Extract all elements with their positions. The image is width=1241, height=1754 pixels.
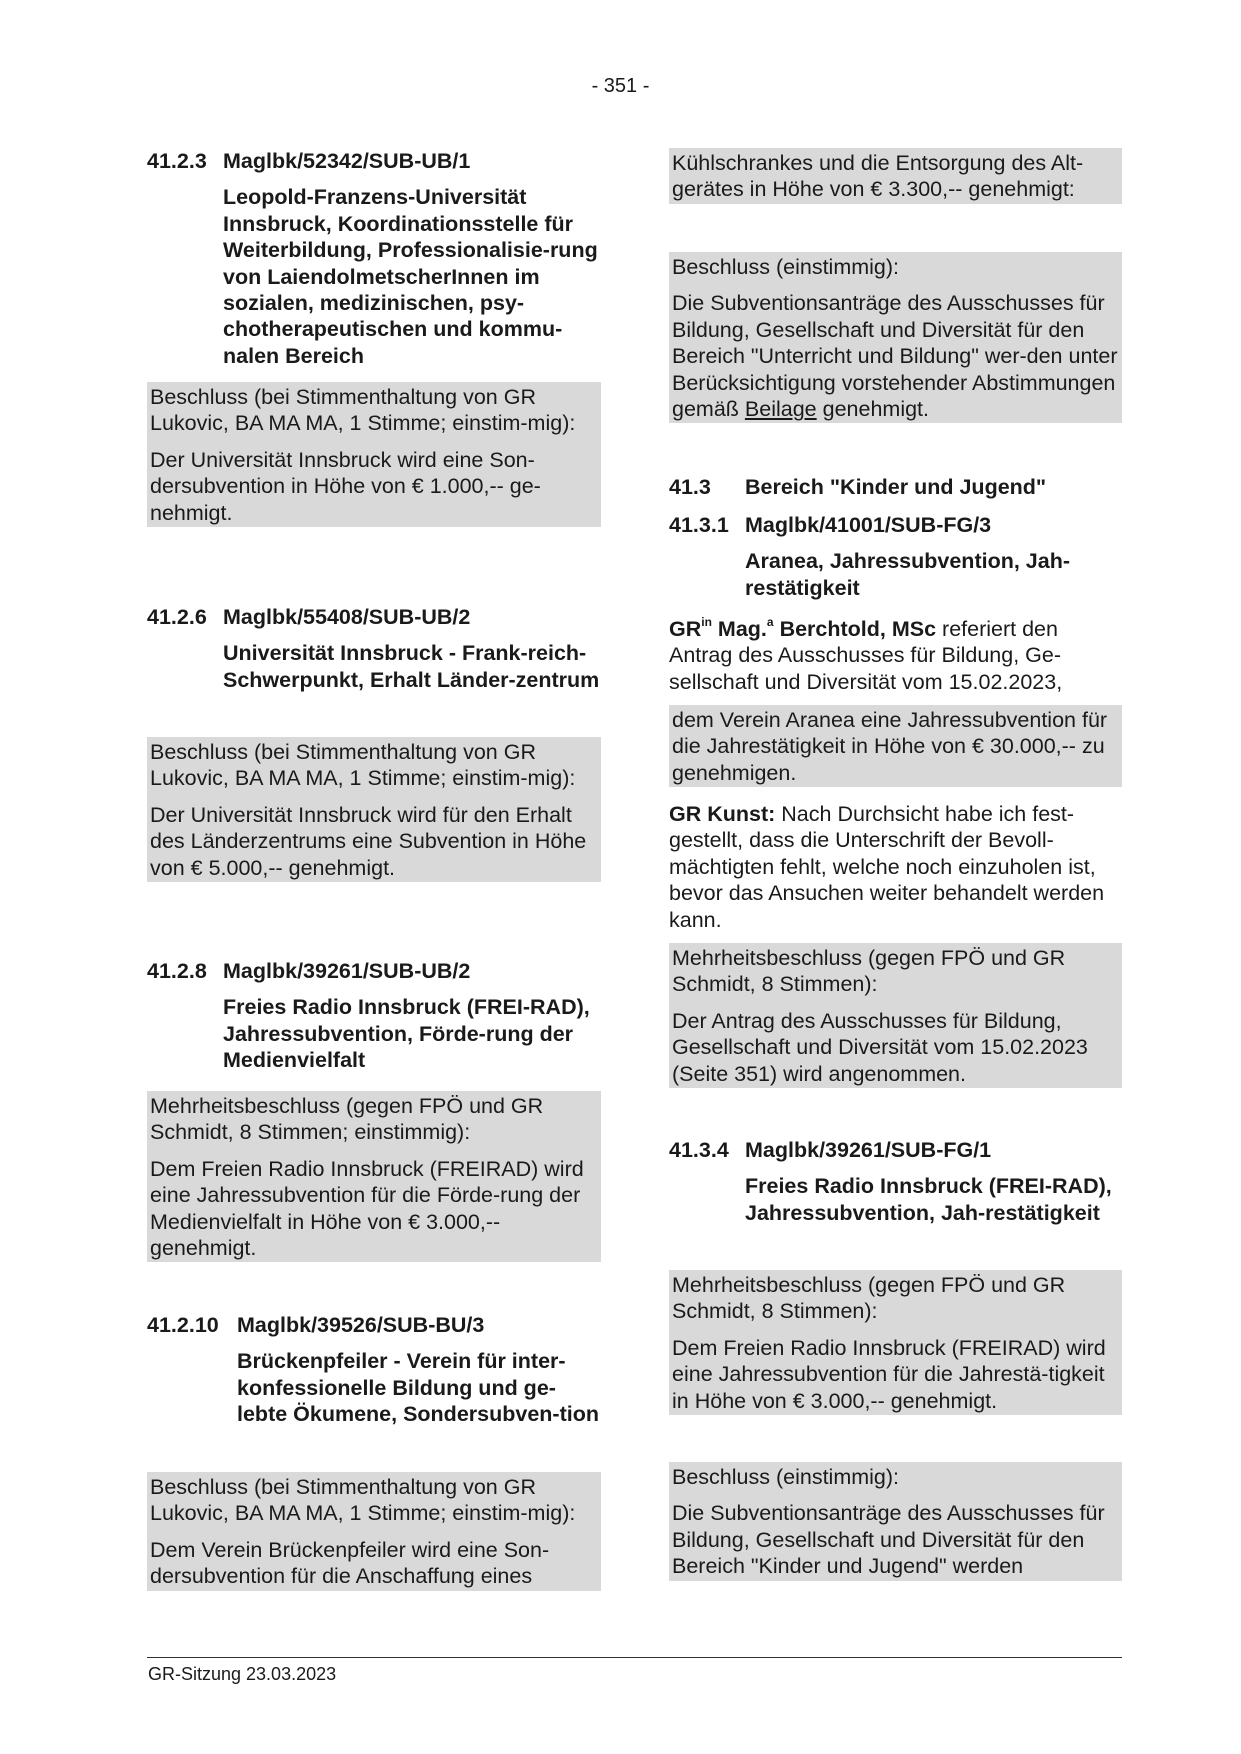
item-code: Maglbk/39261/SUB-UB/2: [223, 959, 471, 983]
resolution-box: [147, 737, 601, 882]
page-number: - 351 -: [591, 75, 650, 97]
resolution-box: [669, 943, 1122, 1088]
section-title: Bereich "Kinder und Jugend": [745, 475, 1047, 499]
item-heading: [147, 148, 601, 174]
item-code: Maglbk/39526/SUB-BU/3: [237, 1313, 485, 1337]
resolution-box: [147, 1472, 601, 1591]
resolution-type: Beschluss (bei Stimmenthaltung von GR Lukovic, BA MA MA, 1 Stimme; einstim-mig):: [150, 740, 576, 791]
resolution-text: Die Subventionsanträge des Ausschusses für Bildung, Gesellschaft und Diversität für den Bereich "Kinder und Jugend" werden: [672, 1501, 1105, 1579]
remark: [669, 801, 1122, 933]
section-number: 41.3: [669, 475, 711, 499]
resolution-type: Mehrheitsbeschluss (gegen FPÖ und GR Schmidt, 8 Stimmen; einstimmig):: [150, 1094, 544, 1145]
section-41-3: [669, 474, 1122, 500]
item-number: 41.2.10: [147, 1313, 219, 1337]
item-heading: [147, 604, 601, 630]
item-41-3-1: [669, 512, 1122, 601]
report-text: referiert den Antrag des Ausschusses für Bildung, Ge-sellschaft und Diversität vom 15.02.2023,: [669, 617, 1063, 694]
continuation-text: Kühlschrankes und die Entsorgung des Alt-gerätes in Höhe von € 3.300,-- genehmigt:: [672, 151, 1084, 202]
item-subject: Brückenpfeiler - Verein für inter-konfessionelle Bildung und ge-lebte Ökumene, Sondersubven-tion: [237, 1349, 599, 1427]
resolution-text: Der Universität Innsbruck wird eine Son-dersubvention in Höhe von € 1.000,-- ge-nehmigt.: [150, 447, 541, 525]
remark-text: Nach Durchsicht habe ich fest-gestellt, dass die Unterschrift der Bevoll-mächtigten fehlt, welche noch einzuholen ist, bevor das Ansuchen weiter behandelt werden kann.: [669, 802, 1105, 932]
resolution-box: [669, 1270, 1122, 1415]
continuation-box: [669, 148, 1122, 204]
speaker-name: $GR^{in}$ Mag.$^a$ Berchtold, MSc: [669, 614, 937, 641]
item-heading: [669, 1137, 1122, 1163]
resolution-type: Beschluss (einstimmig):: [672, 255, 899, 279]
resolution-type: Beschluss (einstimmig):: [672, 1465, 899, 1489]
item-subject: Aranea, Jahressubvention, Jah-restätigkeit: [745, 549, 1070, 600]
item-code: Maglbk/55408/SUB-UB/2: [223, 605, 471, 629]
item-number: 41.3.4: [669, 1138, 729, 1162]
resolution-type: Mehrheitsbeschluss (gegen FPÖ und GR Schmidt, 8 Stimmen):: [672, 1273, 1066, 1324]
motion-box: [669, 705, 1122, 787]
speaker-report: [669, 616, 1122, 695]
item-heading: [669, 512, 1122, 538]
resolution-text: Die Subventionsanträge des Ausschusses für Bildung, Gesellschaft und Diversität für den Bereich "Unterricht und Bildung" wer-den unter Berücksichtigung vorstehender Abstimmungen gemäß Beilage genehmigt.: [672, 291, 1118, 422]
item-code: Maglbk/39261/SUB-FG/1: [745, 1138, 992, 1162]
item-41-2-8: [147, 958, 601, 1074]
item-41-2-10: [147, 1312, 601, 1428]
item-number: 41.2.8: [147, 959, 207, 983]
item-heading: [147, 1312, 601, 1338]
summary-resolution-box: [669, 1462, 1122, 1581]
footer-rule: [147, 1657, 1122, 1658]
motion-text: dem Verein Aranea eine Jahressubvention für die Jahrestätigkeit in Höhe von € 30.000,-- zu genehmigen.: [672, 708, 1108, 785]
item-code: Maglbk/52342/SUB-UB/1: [223, 149, 471, 173]
resolution-text: Dem Freien Radio Innsbruck (FREIRAD) wird eine Jahressubvention für die Jahrestä-tigkeit in Höhe von € 3.000,-- genehmigt.: [672, 1335, 1106, 1413]
item-number: 41.3.1: [669, 513, 729, 537]
summary-resolution-box: [669, 252, 1122, 423]
resolution-text: Dem Freien Radio Innsbruck (FREIRAD) wird eine Jahressubvention für die Förde-rung der Medienvielfalt in Höhe von € 3.000,-- genehmigt.: [150, 1156, 584, 1261]
item-41-3-4: [669, 1137, 1122, 1226]
section-heading: [669, 474, 1122, 500]
resolution-box: [147, 1091, 601, 1262]
remark-speaker: GR Kunst:: [669, 802, 776, 826]
resolution-type: Beschluss (bei Stimmenthaltung von GR Lukovic, BA MA MA, 1 Stimme; einstim-mig):: [150, 385, 576, 436]
resolution-text: Der Universität Innsbruck wird für den Erhalt des Länderzentrums eine Subvention in Höhe von € 5.000,-- genehmigt.: [150, 802, 587, 880]
item-subject: Freies Radio Innsbruck (FREI-RAD), Jahressubvention, Förde-rung der Medienvielfalt: [223, 995, 590, 1073]
item-41-2-6: [147, 604, 601, 693]
resolution-text: Dem Verein Brückenpfeiler wird eine Son-dersubvention für die Anschaffung eines: [150, 1537, 550, 1589]
item-number: 41.2.6: [147, 605, 207, 629]
item-number: 41.2.3: [147, 149, 207, 173]
item-41-2-3: [147, 148, 601, 369]
resolution-type: Beschluss (bei Stimmenthaltung von GR Lukovic, BA MA MA, 1 Stimme; einstim-mig):: [150, 1475, 576, 1526]
resolution-type: Mehrheitsbeschluss (gegen FPÖ und GR Schmidt, 8 Stimmen):: [672, 946, 1066, 997]
item-subject: Freies Radio Innsbruck (FREI-RAD), Jahressubvention, Jah-restätigkeit: [745, 1174, 1112, 1225]
beilage-link[interactable]: Beilage: [744, 397, 817, 422]
item-heading: [147, 958, 601, 984]
item-subject: Leopold-Franzens-Universität Innsbruck, Koordinationsstelle für Weiterbildung, Professionalisie-rung von LaiendolmetscherInnen im sozialen, medizinischen, psy-chotherapeutischen und kommu-nalen Bereich: [223, 185, 598, 368]
item-subject: Universität Innsbruck - Frank-reich-Schwerpunkt, Erhalt Länder-zentrum: [223, 641, 600, 692]
item-code: Maglbk/41001/SUB-FG/3: [745, 513, 992, 537]
resolution-text: Der Antrag des Ausschusses für Bildung, Gesellschaft und Diversität vom 15.02.2023 (Seite 351) wird angenommen.: [672, 1008, 1088, 1086]
footer-text: GR-Sitzung 23.03.2023: [148, 1664, 337, 1684]
resolution-box: [147, 382, 601, 527]
